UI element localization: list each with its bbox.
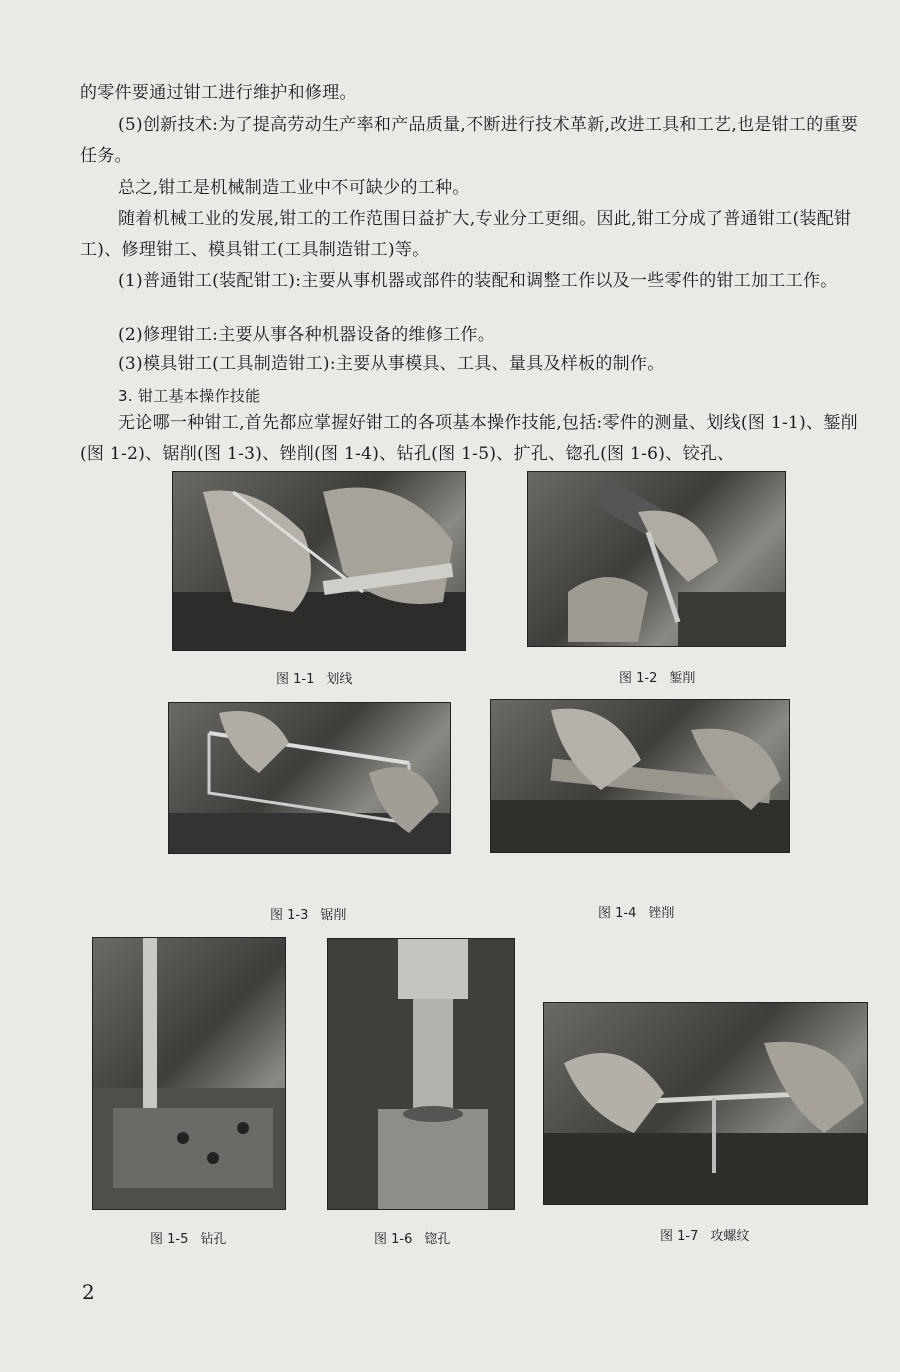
paragraph-mold-fitter: (3)模具钳工(工具制造钳工):主要从事模具、工具、量具及样板的制作。 (118, 354, 665, 374)
page-number: 2 (82, 1280, 95, 1304)
figure-spot-facing-photo (327, 938, 515, 1210)
drill-bit-icon (93, 938, 285, 1209)
counterbore-tool-icon (328, 939, 514, 1209)
figure-caption: 图 1-7 攻螺纹 (660, 1229, 750, 1244)
paragraph-summary: 总之,钳工是机械制造工业中不可缺少的工种。 (118, 178, 470, 198)
figure-drilling-photo (92, 937, 286, 1210)
paragraph-continuation: 的零件要通过钳工进行维护和修理。 (80, 83, 357, 103)
figure-caption: 图 1-6 锪孔 (374, 1232, 451, 1247)
paragraph-development: 随着机械工业的发展,钳工的工作范围日益扩大,专业分工更细。因此,钳工分成了普通钳工(装配钳工)、修理钳工、模具钳工(工具制造钳工)等。 (80, 209, 852, 260)
paragraph-innovation: (5)创新技术:为了提高劳动生产率和产品质量,不断进行技术革新,改进工具和工艺,也是钳工的重要任务。 (80, 115, 859, 166)
paragraph-repair-fitter: (2)修理钳工:主要从事各种机器设备的维修工作。 (118, 325, 496, 345)
hands-scribing-icon (173, 472, 465, 650)
figure-sawing-photo (168, 702, 451, 854)
figure-tapping-photo (543, 1002, 868, 1205)
figure-caption: 图 1-4 锉削 (598, 906, 675, 921)
tap-wrench-icon (544, 1003, 867, 1204)
hacksaw-icon (169, 703, 450, 853)
file-tool-icon (491, 700, 789, 852)
figure-marking-photo (172, 471, 466, 651)
figure-caption: 图 1-2 錾削 (619, 671, 696, 686)
figure-caption: 图 1-3 锯削 (270, 908, 347, 923)
paragraph-general-fitter: (1)普通钳工(装配钳工):主要从事机器或部件的装配和调整工作以及一些零件的钳工加工工作。 (118, 271, 838, 291)
figure-caption: 图 1-5 钻孔 (150, 1232, 227, 1247)
figure-caption: 图 1-1 划线 (276, 672, 353, 687)
paragraph-basic-skills: 无论哪一种钳工,首先都应掌握好钳工的各项基本操作技能,包括:零件的测量、划线(图 1-1)、錾削(图 1-2)、锯削(图 1-3)、锉削(图 1-4)、钻孔(图 1-5)、扩孔、锪孔(图 1-6)、铰孔、 (80, 413, 858, 464)
figure-filing-photo (490, 699, 790, 853)
hammer-chisel-icon (528, 472, 785, 646)
figure-chiseling-photo (527, 471, 786, 647)
section-subheading: 3. 钳工基本操作技能 (118, 387, 261, 405)
